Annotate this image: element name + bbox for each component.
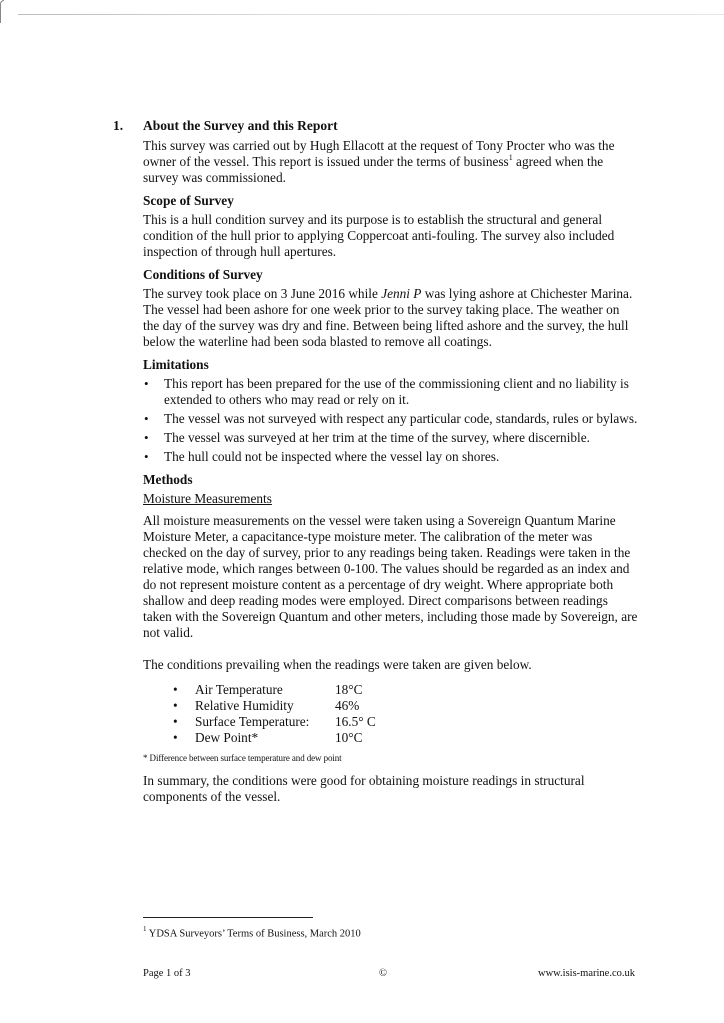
- footnote-marker: 1: [143, 925, 147, 933]
- moisture-subheading: Moisture Measurements: [143, 491, 272, 506]
- reading-value: 46%: [335, 698, 360, 713]
- scope-heading: Scope of Survey: [143, 193, 234, 208]
- conditions-heading: Conditions of Survey: [143, 267, 263, 282]
- list-item: • The vessel was surveyed at her trim at the time of the survey, where discernible.: [143, 430, 638, 446]
- scan-artifact-line: [18, 14, 724, 15]
- page-number: Page 1 of 3: [143, 968, 191, 979]
- bullet-icon: •: [173, 730, 178, 745]
- intro-paragraph: [143, 138, 638, 186]
- conditions-paragraph: [143, 286, 638, 350]
- intro-text-cont: agreed when the survey was commissioned.: [143, 154, 604, 185]
- list-item: • The hull could not be inspected where the vessel lay on shores.: [143, 449, 638, 465]
- intro-text: This survey was carried out by Hugh Ellacott at the request of Tony Procter who was the owner of the vessel. This report is issued under the terms of business: [143, 138, 615, 169]
- bullet-icon: •: [173, 698, 178, 713]
- footnote-divider: [143, 917, 313, 918]
- reading-label: Air Temperature: [195, 682, 283, 697]
- conditions-text: The survey took place on 3 June 2016 while: [143, 286, 382, 301]
- scope-paragraph: This is a hull condition survey and its purpose is to establish the structural and general condition of the hull prior to applying Coppercoat anti-fouling. The survey also included inspection of through hull apertures.: [143, 212, 615, 259]
- section-content: [143, 118, 638, 812]
- limitations-heading: Limitations: [143, 357, 209, 372]
- conditions-text-cont: was lying ashore at Chichester Marina. The vessel had been ashore for one week prior to the survey taking place. The weather on the day of the survey was dry and fine. Between being lifted ashore and the survey, the hull below the waterline had been soda blasted to remove all coatings.: [143, 286, 633, 349]
- copyright-icon: ©: [379, 968, 387, 979]
- section-title: About the Survey and this Report: [143, 118, 338, 133]
- methods-heading: Methods: [143, 472, 193, 487]
- table-row: [173, 714, 376, 730]
- table-row: [173, 698, 376, 714]
- limitations-list: [143, 376, 638, 465]
- reading-value: 10°C: [335, 730, 363, 745]
- footnote-reference: 1: [508, 152, 513, 162]
- readings-table: [173, 682, 376, 746]
- vessel-name: Jenni P: [381, 286, 422, 301]
- reading-label: Surface Temperature:: [195, 714, 310, 729]
- bullet-icon: •: [173, 714, 178, 729]
- reading-value: 18°C: [335, 682, 363, 697]
- scan-artifact-corner: [0, 0, 4, 23]
- list-item: • The vessel was not surveyed with respect any particular code, standards, rules or bylaws.: [143, 411, 638, 427]
- methods-paragraph: All moisture measurements on the vessel were taken using a Sovereign Quantum Marine Moisture Meter, a capacitance-type moisture meter. The calibration of the meter was checked on the day of survey, prior to any readings being taken. Readings were taken in the relative mode, which ranges between 0-100. The values should be regarded as an index and do not represent moisture content as a percentage of dry weight. Where appropriate both shallow and deep reading modes were employed. Direct comparisons between readings taken with the Sovereign Quantum and other meters, including those made by Sovereign, are not valid.: [143, 513, 638, 640]
- summary-paragraph: In summary, the conditions were good for obtaining moisture readings in structural components of the vessel.: [143, 773, 585, 804]
- readings-note: * Difference between surface temperature and dew point: [143, 753, 342, 763]
- reading-label: Dew Point*: [195, 730, 259, 745]
- bullet-icon: •: [173, 682, 178, 697]
- footnote-text: YDSA Surveyors’ Terms of Business, March 2010: [146, 928, 361, 940]
- list-item: • This report has been prepared for the use of the commissioning client and no liability is extended to others who may read or rely on it.: [143, 376, 638, 408]
- conditions-intro: The conditions prevailing when the readings were taken are given below.: [143, 657, 532, 672]
- table-row: [173, 730, 376, 746]
- reading-label: Relative Humidity: [195, 698, 294, 713]
- reading-value: 16.5° C: [335, 714, 376, 729]
- footnote: [143, 926, 361, 940]
- section-number: 1.: [113, 118, 124, 133]
- website-link[interactable]: www.isis-marine.co.uk: [537, 968, 635, 979]
- table-row: [173, 682, 376, 698]
